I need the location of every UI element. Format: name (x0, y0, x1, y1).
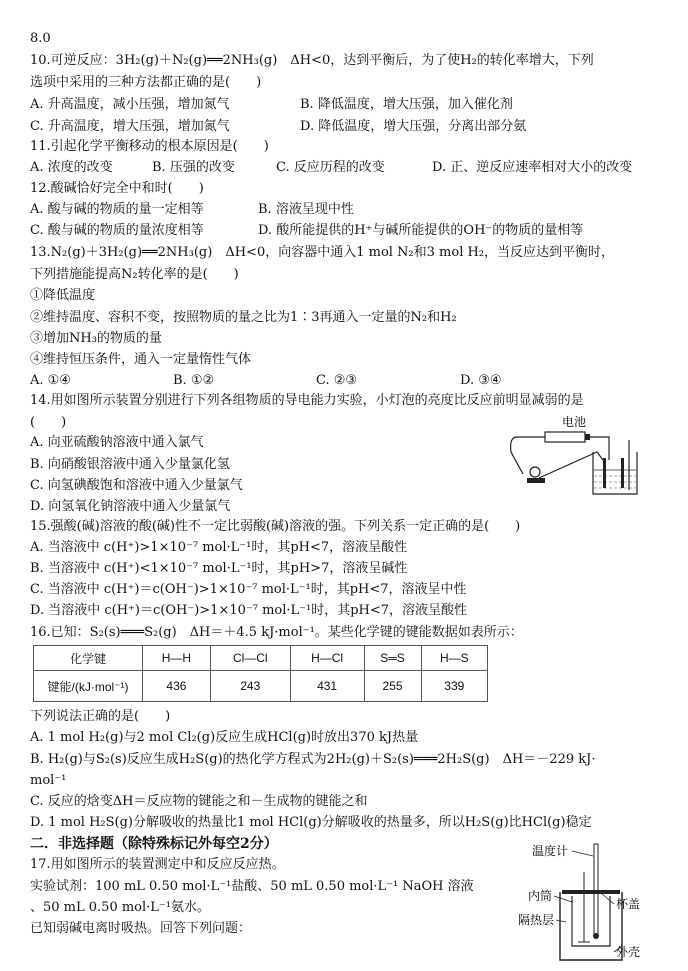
q10-option-d: D. 降低温度，增大压强，分离出部分氨 (300, 119, 527, 134)
q10-option-a: A. 升高温度，减小压强，增加氮气 (30, 97, 230, 112)
q13-option-c: C. ②③ (316, 373, 358, 388)
q16-option-a: A. 1 mol H₂(g)与2 mol Cl₂(g)反应生成HCl(g)时放出370 kJ热量 (30, 730, 419, 745)
inner-cup-icon (572, 896, 610, 946)
q11-stem: 11.引起化学平衡移动的根本原因是( ) (30, 139, 269, 154)
outer-shell-icon (560, 892, 622, 960)
q15-option-b: B. 当溶液中 c(H⁺)<1×10⁻⁷ mol·L⁻¹时，其pH>7，溶液呈碱性 (30, 561, 408, 576)
q10-option-b: B. 降低温度，增大压强，加入催化剂 (300, 97, 513, 112)
q15-stem: 15.强酸(碱)溶液的酸(碱)性不一定比弱酸(碱)溶液的强。下列关系一定正确的是( ) (30, 519, 521, 534)
electrode-icon (621, 458, 624, 488)
q16-stem: 16.已知：S₂(s)═══S₂(g) ΔH＝＋4.5 kJ·mol⁻¹。某些化学键的键能数据如表所示： (30, 625, 523, 640)
q12-option-a: A. 酸与碱的物质的量一定相等 (30, 202, 204, 217)
pointer-line (572, 851, 593, 856)
q10-stem-2: 选项中采用的三种方法都正确的是( ) (30, 75, 262, 90)
battery-label: 电池 (562, 415, 587, 429)
lid-icon (562, 890, 620, 894)
table-cell: H—S (421, 646, 487, 671)
q12-option-b: B. 溶液呈现中性 (258, 202, 354, 217)
q11-option-a: A. 浓度的改变 (30, 160, 113, 175)
q16-option-b-cont: mol⁻¹ (30, 773, 67, 788)
q12-stem: 12.酸碱恰好完全中和时( ) (30, 181, 204, 196)
q13-option-b: B. ①② (173, 373, 215, 388)
q13-stem: 13.N₂(g)＋3H₂(g)══2NH₃(g) ΔH<0，向容器中通入1 mol N₂和3 mol H₂，当反应达到平衡时， (30, 245, 615, 260)
thermometer-icon (594, 844, 598, 934)
q14-option-b: B. 向硝酸银溶液中通入少量氯化氢 (30, 457, 230, 472)
thermometer-bulb-icon (593, 933, 599, 939)
calorimeter-figure (498, 842, 658, 964)
q15-option-d: D. 当溶液中 c(H⁺)＝c(OH⁻)>1×10⁻⁷ mol·L⁻¹时，其pH<7，溶液呈酸性 (30, 603, 468, 618)
q10-stem: 10.可逆反应：3H₂(g)＋N₂(g)══2NH₃(g) ΔH<0，达到平衡后，为了使H₂的转化率增大，下列 (30, 53, 594, 68)
table-cell: 436 (143, 671, 211, 702)
q15-option-a: A. 当溶液中 c(H⁺)>1×10⁻⁷ mol·L⁻¹时，其pH<7，溶液呈酸性 (30, 540, 408, 555)
q14-stem: 14.用如图所示装置分别进行下列各组物质的导电能力实验，小灯泡的亮度比反应前明显减弱的是 (30, 393, 584, 408)
table-cell: S═S (364, 646, 421, 671)
q12-option-d: D. 酸所能提供的H⁺与碱所能提供的OH⁻的物质的量相等 (258, 223, 584, 238)
lid-label: 杯盖 (616, 897, 641, 911)
outer-shell-label: 外壳 (616, 945, 641, 959)
table-row (34, 646, 488, 671)
q13-option-a: A. ①④ (30, 373, 71, 388)
q17-note: 已知弱碱电离时吸热。回答下列问题： (30, 921, 252, 936)
thermometer-label: 温度计 (532, 844, 569, 858)
q14-option-a: A. 向亚硫酸钠溶液中通入氯气 (30, 435, 204, 450)
q13-option-d: D. ③④ (460, 373, 502, 388)
table-cell: 339 (421, 671, 487, 702)
q16-sub: 下列说法正确的是( ) (30, 709, 171, 724)
q16-option-d: D. 1 mol H₂S(g)分解吸收的热量比1 mol HCl(g)分解吸收的热量多，所以H₂S(g)比HCl(g)稳定 (30, 815, 592, 830)
q17-stem: 17.用如图所示的装置测定中和反应反应热。 (30, 857, 285, 872)
section-title: 二．非选择题（除特殊标记外每空2分） (30, 836, 278, 852)
q16-option-b: B. H₂(g)与S₂(s)反应生成H₂S(g)的热化学方程式为2H₂(g)＋S₂(s)═══2H₂S(g) ΔH＝－229 kJ· (30, 752, 596, 767)
q11-option-b: B. 压强的改变 (152, 160, 235, 175)
electrode-icon (603, 458, 606, 488)
table-cell: Cl—Cl (210, 646, 290, 671)
table-cell: H—H (143, 646, 211, 671)
q12-option-c: C. 酸与碱的物质的量浓度相等 (30, 223, 204, 238)
q13-item-4: ④维持恒压条件，通入一定量惰性气体 (30, 352, 252, 367)
q14-option-d: D. 向氢氧化钠溶液中通入少量氯气 (30, 499, 231, 514)
table-cell: H—Cl (290, 646, 364, 671)
q13-item-3: ③增加NH₃的物质的量 (30, 331, 162, 346)
table-cell: 243 (210, 671, 290, 702)
inner-cup-label: 内筒 (528, 889, 553, 903)
q17-reagents: 实验试剂：100 mL 0.50 mol·L⁻¹盐酸、50 mL 0.50 mol·L⁻¹ NaOH 溶液 (30, 879, 474, 894)
q15-option-c: C. 当溶液中 c(H⁺)＝c(OH⁻)>1×10⁻⁷ mol·L⁻¹时，其pH<7，溶液呈中性 (30, 582, 467, 597)
bond-energy-table (33, 645, 488, 702)
q14-option-c: C. 向氢碘酸饱和溶液中通入少量氯气 (30, 478, 243, 493)
table-cell: 键能/(kJ·mol⁻¹) (34, 671, 143, 702)
q10-option-c: C. 升高温度，增大压强，增加氮气 (30, 119, 230, 134)
pointer-line (554, 896, 572, 902)
wire-left (511, 437, 545, 474)
pointer-line (556, 920, 566, 922)
table-cell: 255 (364, 671, 421, 702)
q13-stem-2: 下列措施能提高N₂转化率的是( ) (30, 267, 239, 282)
q13-item-2: ②维持温度、容积不变，按照物质的量之比为1∶3再通入一定量的N₂和H₂ (30, 310, 457, 325)
pointer-line (602, 894, 614, 904)
table-cell: 化学键 (34, 646, 143, 671)
bulb-base-icon (527, 478, 545, 483)
line-8-0: 8.0 (30, 31, 51, 46)
battery-terminal-icon (585, 434, 590, 440)
q17-reagents-2: 、50 mL 0.50 mol·L⁻¹氨水。 (30, 900, 210, 915)
bulb-icon (530, 467, 540, 477)
q11-option-c: C. 反应历程的改变 (276, 160, 385, 175)
q13-item-1: ①降低温度 (30, 288, 96, 303)
conductivity-apparatus-figure (505, 412, 665, 498)
table-cell: 431 (290, 671, 364, 702)
insulation-label: 隔热层 (518, 913, 555, 927)
battery-icon (545, 432, 585, 442)
table-row (34, 671, 488, 702)
q11-option-d: D. 正、逆反应速率相对大小的改变 (432, 160, 633, 175)
q16-option-c: C. 反应的焓变ΔH＝反应物的键能之和－生成物的键能之和 (30, 794, 368, 809)
q14-stem-2: ( ) (30, 415, 67, 430)
